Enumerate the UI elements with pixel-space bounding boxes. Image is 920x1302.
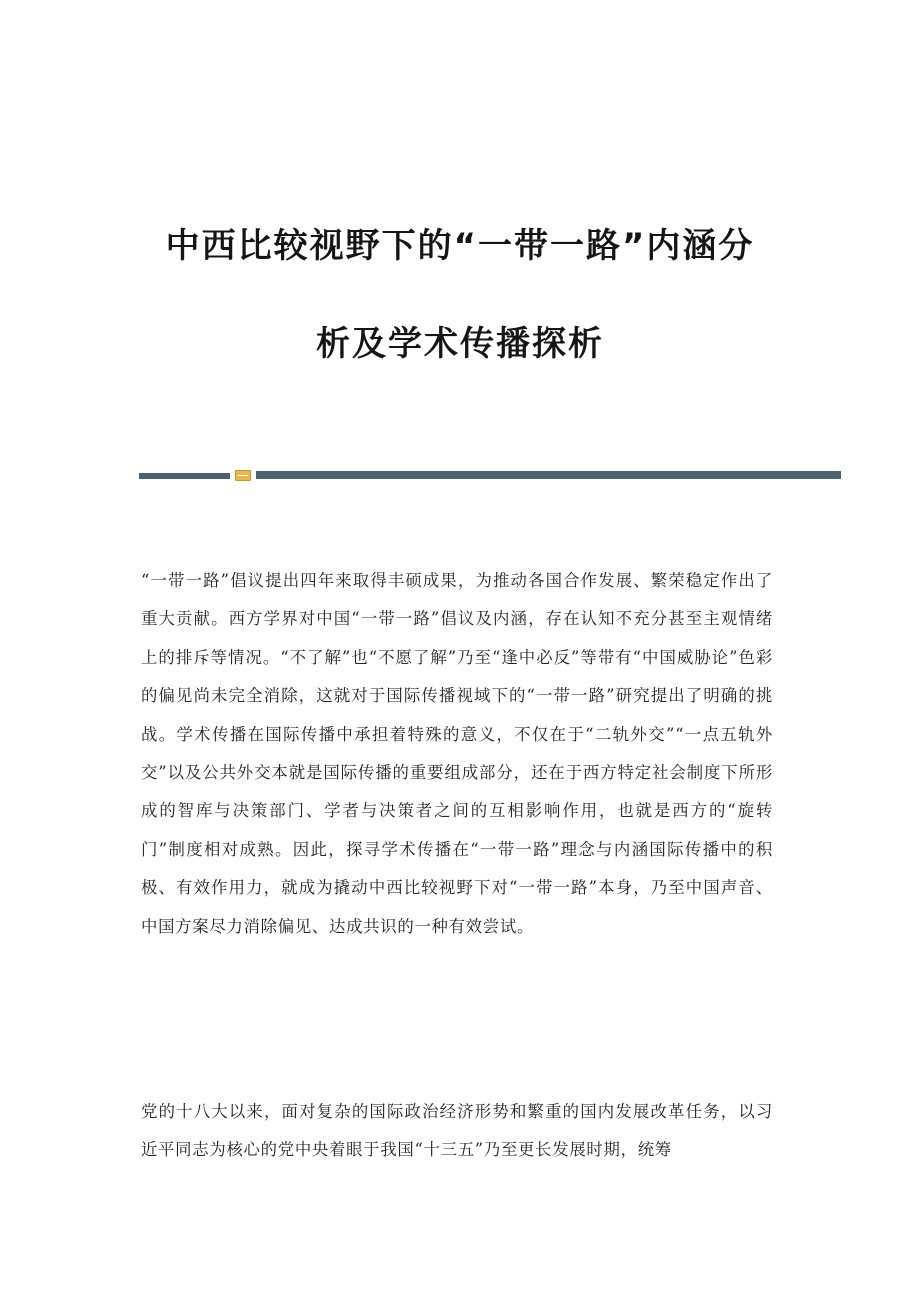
divider-bar-left [139, 473, 230, 479]
divider-bar-right [256, 471, 841, 479]
title-divider [139, 471, 841, 480]
body-paragraph-1: “一带一路”倡议提出四年来取得丰硕成果，为推动各国合作发展、繁荣稳定作出了重大贡献。西方学界对中国“一带一路”倡议及内涵，存在认知不充分甚至主观情绪上的排斥等情况。“不了解”也“不愿了解”乃至“逢中必反”等带有“中国威胁论”色彩的偏见尚未完全消除，这就对于国际传播视域下的“一带一路”研究提出了明确的挑战。学术传播在国际传播中承担着特殊的意义，不仅在于“二轨外交”“一点五轨外交”以及公共外交本就是国际传播的重要组成部分，还在于西方特定社会制度下所形成的智库与决策部门、学者与决策者之间的互相影响作用，也就是西方的“旋转门”制度相对成熟。因此，探寻学术传播在“一带一路”理念与内涵国际传播中的积极、有效作用力，就成为撬动中西比较视野下对“一带一路”本身，乃至中国声音、中国方案尽力消除偏见、达成共识的一种有效尝试。 [141, 571, 773, 936]
envelope-icon [235, 470, 251, 481]
document-title-line-2: 析及学术传播探析 [316, 324, 604, 364]
body-paragraph-2: 党的十八大以来，面对复杂的国际政治经济形势和繁重的国内发展改革任务，以习近平同志为核心的党中央着眼于我国“十三五”乃至更长发展时期，统筹 [141, 1102, 773, 1160]
document-title-line-1: 中西比较视野下的“一带一路”内涵分 [165, 226, 755, 266]
